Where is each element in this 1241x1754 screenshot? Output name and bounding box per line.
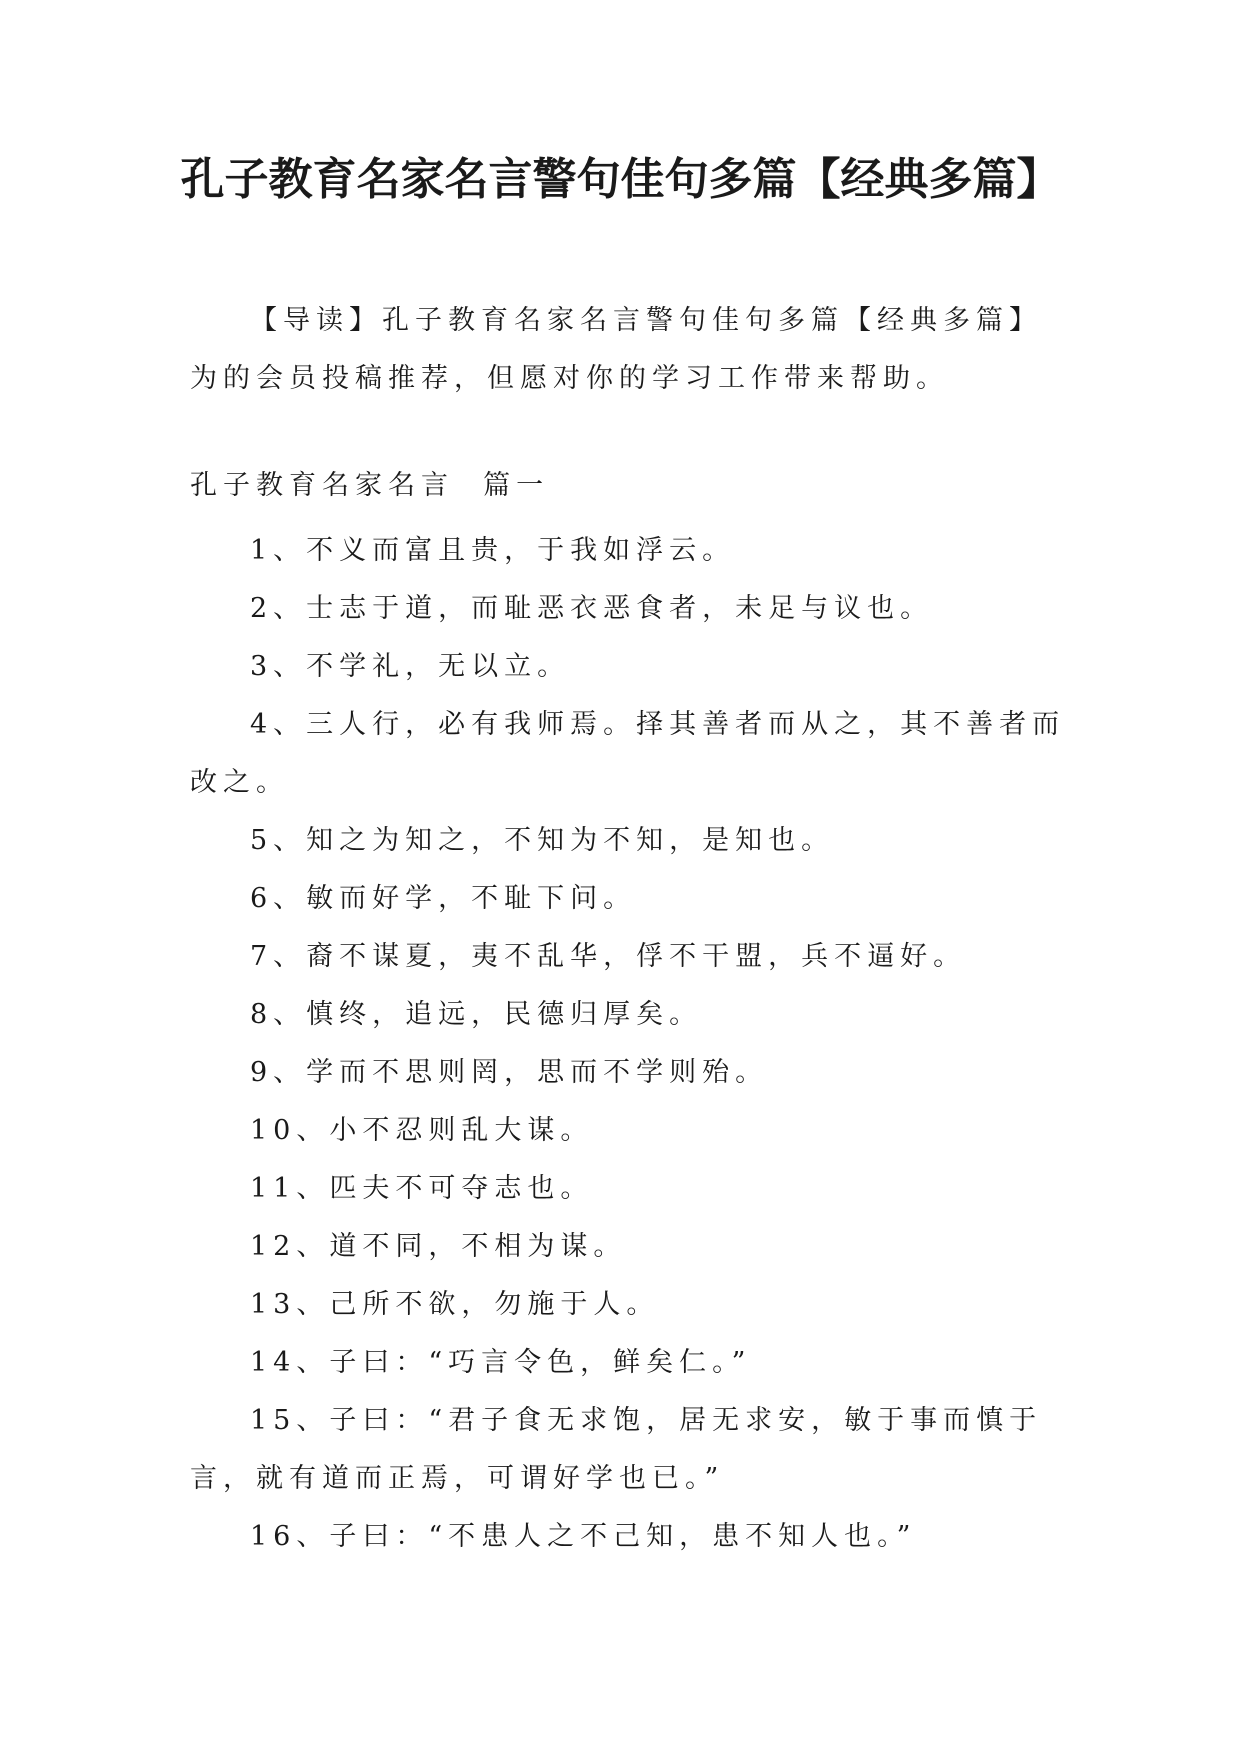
quote-item: 6、敏而好学，不耻下问。 xyxy=(250,883,637,914)
quote-list xyxy=(190,522,1070,1566)
quote-item: 5、知之为知之，不知为不知，是知也。 xyxy=(250,825,835,856)
quote-item: 14、子曰：“巧言令色，鲜矣仁。” xyxy=(250,1347,752,1378)
intro-paragraph: 【导读】孔子教育名家名言警句佳句多篇【经典多篇】为的会员投稿推荐，但愿对你的学习工作带来帮助。 xyxy=(190,305,1042,394)
quote-item: 8、慎终，追远，民德归厚矣。 xyxy=(250,999,703,1030)
quote-item: 9、学而不思则罔，思而不学则殆。 xyxy=(250,1057,769,1088)
quote-item: 2、士志于道，而耻恶衣恶食者，未足与议也。 xyxy=(250,593,934,624)
document-title: 孔子教育名家名言警句佳句多篇【经典多篇】 xyxy=(180,154,1061,205)
quote-item: 10、小不忍则乱大谋。 xyxy=(250,1115,594,1146)
section-heading: 孔子教育名家名言 篇一 xyxy=(190,470,550,501)
quote-item: 13、己所不欲，勿施于人。 xyxy=(250,1289,660,1320)
quote-item: 15、子曰：“君子食无求饱，居无求安，敏于事而慎于言，就有道而正焉，可谓好学也已。” xyxy=(190,1405,1043,1494)
quote-item: 4、三人行，必有我师焉。择其善者而从之，其不善者而改之。 xyxy=(190,709,1066,798)
quote-item: 16、子曰：“不患人之不己知，患不知人也。” xyxy=(250,1521,917,1552)
quote-item: 11、匹夫不可夺志也。 xyxy=(250,1173,594,1204)
quote-item: 3、不学礼，无以立。 xyxy=(250,651,571,682)
quote-item: 7、裔不谋夏，夷不乱华，俘不干盟，兵不逼好。 xyxy=(250,941,967,972)
quote-item: 1、不义而富且贵，于我如浮云。 xyxy=(250,535,736,566)
quote-item: 12、道不同，不相为谋。 xyxy=(250,1231,627,1262)
